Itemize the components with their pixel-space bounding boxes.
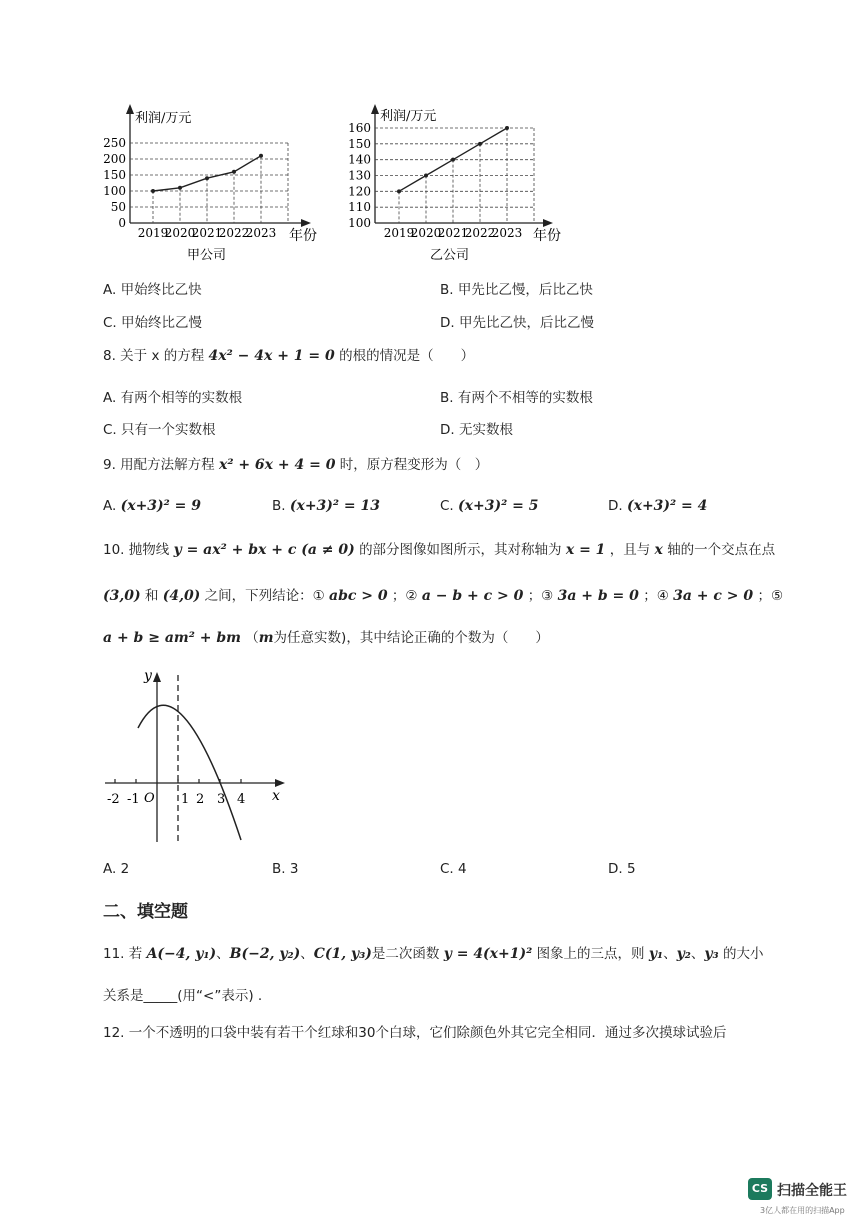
q10-conclusion-4: 3a + c > 0: [673, 588, 754, 604]
q10-conclusion-3: 3a + b = 0: [557, 588, 639, 604]
q10-line-1: [103, 541, 775, 559]
c1-data-point: [205, 176, 209, 180]
q8-equation: 4x² − 4x + 1 = 0: [208, 348, 335, 364]
q11-sep-3: 、: [663, 946, 677, 962]
chart-jia-xticks: [138, 226, 277, 240]
c1-data-point: [232, 170, 236, 174]
q10-xvar: x: [654, 542, 663, 558]
chart-yi-yticks: [348, 121, 371, 230]
q10-line3-rest: 为任意实数)，其中结论正确的个数为（ ）: [273, 630, 549, 646]
chart-jia-xlabel: 年份: [289, 228, 317, 244]
q10-point-2: (4,0): [162, 588, 201, 604]
q10-axis: x = 1: [565, 542, 606, 558]
c1-ytick-label: 200: [103, 152, 126, 166]
q10-option-c[interactable]: C. 4: [440, 861, 467, 877]
c2-xtick-label: 2019: [383, 226, 415, 240]
c2-data-point: [424, 174, 428, 178]
q9-option-b-label: B.: [272, 498, 286, 514]
q9-stem: [103, 456, 488, 474]
c1-ytick-label: 100: [103, 184, 126, 198]
q9-option-c-label: C.: [440, 498, 454, 514]
q10-prefix: 10. 抛物线: [103, 542, 170, 558]
q10-sep-4: ；⑤: [757, 588, 784, 604]
q10-option-d[interactable]: D. 5: [608, 861, 636, 877]
q7-option-d[interactable]: D. 甲先比乙快，后比乙慢: [440, 315, 594, 331]
q10-line3-open: （: [245, 630, 259, 646]
q11-y1: y₁: [648, 946, 664, 962]
chart-yi-grid: [375, 128, 534, 223]
q10-graph-x-label: x: [272, 788, 280, 804]
q7-option-a[interactable]: A. 甲始终比乙快: [103, 282, 202, 298]
c1-xtick-label: 2019: [137, 226, 169, 240]
c2-ytick-label: 150: [348, 136, 371, 151]
q8-stem: [103, 347, 474, 365]
q11-y3: y₃: [704, 946, 719, 962]
c2-ytick-label: 110: [348, 200, 371, 215]
q10-sep-3: ；④: [643, 588, 669, 604]
q9-suffix: 时，原方程变形为（ ）: [339, 457, 489, 473]
q8-option-a[interactable]: A. 有两个相等的实数根: [103, 390, 243, 406]
chart-jia-yticks: [103, 136, 126, 230]
c1-ytick-label: 0: [118, 216, 126, 230]
c2-xtick-label: 2023: [491, 226, 523, 240]
q10-conclusion-2: a − b + c > 0: [421, 588, 524, 604]
q11-line-2: 关系是_____(用“<”表示) .: [103, 988, 263, 1004]
c1-ytick-label: 150: [103, 168, 126, 182]
c2-data-point: [397, 189, 401, 193]
q10-option-b[interactable]: B. 3: [272, 861, 299, 877]
q9-option-a-eq: (x+3)² = 9: [120, 498, 202, 514]
q11-line-1: [103, 945, 764, 963]
q10-sep-2: ；③: [527, 588, 554, 604]
q10-graph-origin: O: [144, 791, 155, 806]
c1-ytick-label: 50: [110, 200, 126, 214]
chart-yi-x-arrow: [543, 219, 553, 227]
q10-and: 和: [144, 588, 159, 604]
q9-option-b[interactable]: [272, 498, 380, 514]
q10-graph-tick-1: 1: [181, 792, 190, 807]
q9-option-c[interactable]: [440, 498, 538, 514]
c1-data-point: [259, 154, 263, 158]
c1-data-point: [151, 189, 155, 193]
q11-sep-2: 、: [300, 946, 314, 962]
chart-yi-y-arrow: [371, 104, 379, 114]
c1-ytick-label: 250: [103, 136, 126, 150]
c2-ytick-label: 140: [348, 152, 371, 167]
q9-option-a-label: A.: [103, 498, 117, 514]
q10-graph-tick-4: 4: [237, 792, 246, 807]
q12-text: 12. 一个不透明的口袋中装有若干个红球和30个白球，它们除颜色外其它完全相同．通过多次摸球试验后: [103, 1025, 727, 1041]
q8-prefix: 8. 关于 x 的方程: [103, 348, 205, 364]
q9-option-d-eq: (x+3)² = 4: [626, 498, 708, 514]
c2-xtick-label: 2020: [410, 226, 442, 240]
c2-ytick-label: 160: [348, 121, 371, 135]
q10-graph-tick-neg1: -1: [127, 792, 140, 807]
q9-option-d-label: D.: [608, 498, 623, 514]
q10-mvar: m: [258, 630, 274, 646]
chart-jia-x-arrow: [301, 219, 311, 227]
q10-conclusion-1: abc > 0: [329, 588, 388, 604]
q7-option-c[interactable]: C. 甲始终比乙慢: [103, 315, 203, 331]
q11-mid2: 图象上的三点，则: [536, 946, 645, 962]
q11-function: y = 4(x+1)²: [443, 946, 533, 962]
q11-mid: 是二次函数: [371, 946, 440, 962]
chart-yi-caption: 乙公司: [430, 248, 470, 263]
q9-prefix: 9. 用配方法解方程: [103, 457, 215, 473]
c2-data-point: [505, 126, 509, 130]
q8-option-c[interactable]: C. 只有一个实数根: [103, 422, 216, 438]
q10-parabola-graph: [100, 660, 300, 850]
q10-graph-x-arrow: [275, 779, 285, 787]
c2-data-point: [478, 142, 482, 146]
chart-yi: [335, 100, 575, 265]
q10-graph-tick-neg2: -2: [107, 792, 120, 807]
q10-line2-text: 之间，下列结论：①: [204, 588, 325, 604]
q11-prefix: 11. 若: [103, 946, 143, 962]
q11-point-c: C(1, y₃): [313, 946, 372, 962]
q7-option-b[interactable]: B. 甲先比乙慢，后比乙快: [440, 282, 593, 298]
c2-ytick-label: 130: [348, 168, 371, 183]
q11-y2: y₂: [676, 946, 691, 962]
q10-graph-y-arrow: [153, 672, 161, 682]
chart-jia-ylabel: 利润/万元: [135, 111, 192, 126]
chart-jia: [95, 100, 325, 265]
c1-xtick-label: 2020: [164, 226, 196, 240]
q11-sep-1: 、: [216, 946, 230, 962]
section-title-fill-in: 二、填空题: [103, 902, 188, 922]
q10-conclusion-5: a + b ≥ am² + bm: [103, 630, 241, 646]
camscanner-logo: CS: [748, 1178, 772, 1200]
c1-xtick-label: 2022: [218, 226, 250, 240]
q9-option-a[interactable]: [103, 498, 201, 514]
chart-jia-grid: [130, 143, 288, 223]
chart-yi-xlabel: 年份: [533, 228, 561, 244]
c1-xtick-label: 2021: [191, 226, 223, 240]
camscanner-sub: 3亿人都在用的扫描App: [760, 1206, 845, 1215]
c2-ytick-label: 120: [348, 184, 371, 199]
c2-data-point: [451, 158, 455, 162]
chart-yi-xticks: [384, 226, 523, 240]
camscanner-name: 扫描全能王: [777, 1183, 847, 1199]
q9-option-c-eq: (x+3)² = 5: [458, 498, 539, 514]
q10-mid2: ，且与: [609, 542, 651, 558]
c1-xtick-label: 2023: [245, 226, 277, 240]
q11-point-a: A(−4, y₁): [146, 946, 217, 962]
q10-graph-parabola: [138, 705, 241, 840]
q10-line-3: [103, 629, 549, 647]
q10-point-1: (3,0): [103, 588, 141, 604]
q10-equation: y = ax² + bx + c (a ≠ 0): [173, 542, 355, 558]
q10-mid: 的部分图像如图所示，其对称轴为: [359, 542, 562, 558]
q10-graph-tick-2: 2: [196, 792, 205, 807]
c2-xtick-label: 2022: [464, 226, 496, 240]
chart-jia-points: [151, 154, 263, 193]
q10-sep-1: ；②: [391, 588, 418, 604]
q9-option-b-eq: (x+3)² = 13: [289, 498, 381, 514]
q8-suffix: 的根的情况是（ ）: [339, 348, 475, 364]
q10-end: 轴的一个交点在点: [667, 542, 776, 558]
q11-sep-4: 、: [690, 946, 705, 962]
q10-graph-y-label: y: [144, 668, 152, 684]
chart-yi-ylabel: 利润/万元: [380, 109, 437, 124]
q10-graph-tick-3: 3: [217, 792, 226, 807]
q11-end: 的大小: [723, 946, 764, 962]
q8-option-b[interactable]: B. 有两个不相等的实数根: [440, 390, 593, 406]
c1-data-point: [178, 186, 182, 190]
q10-line-2: [103, 587, 783, 605]
chart-jia-caption: 甲公司: [187, 248, 227, 263]
c2-xtick-label: 2021: [437, 226, 469, 240]
q11-point-b: B(−2, y₂): [229, 946, 301, 962]
q8-option-d[interactable]: D. 无实数根: [440, 422, 513, 438]
q9-equation: x² + 6x + 4 = 0: [218, 457, 336, 473]
chart-jia-y-arrow: [126, 104, 134, 114]
c2-ytick-label: 100: [348, 216, 371, 230]
q9-option-d[interactable]: [608, 498, 707, 514]
q10-option-a[interactable]: A. 2: [103, 861, 130, 877]
